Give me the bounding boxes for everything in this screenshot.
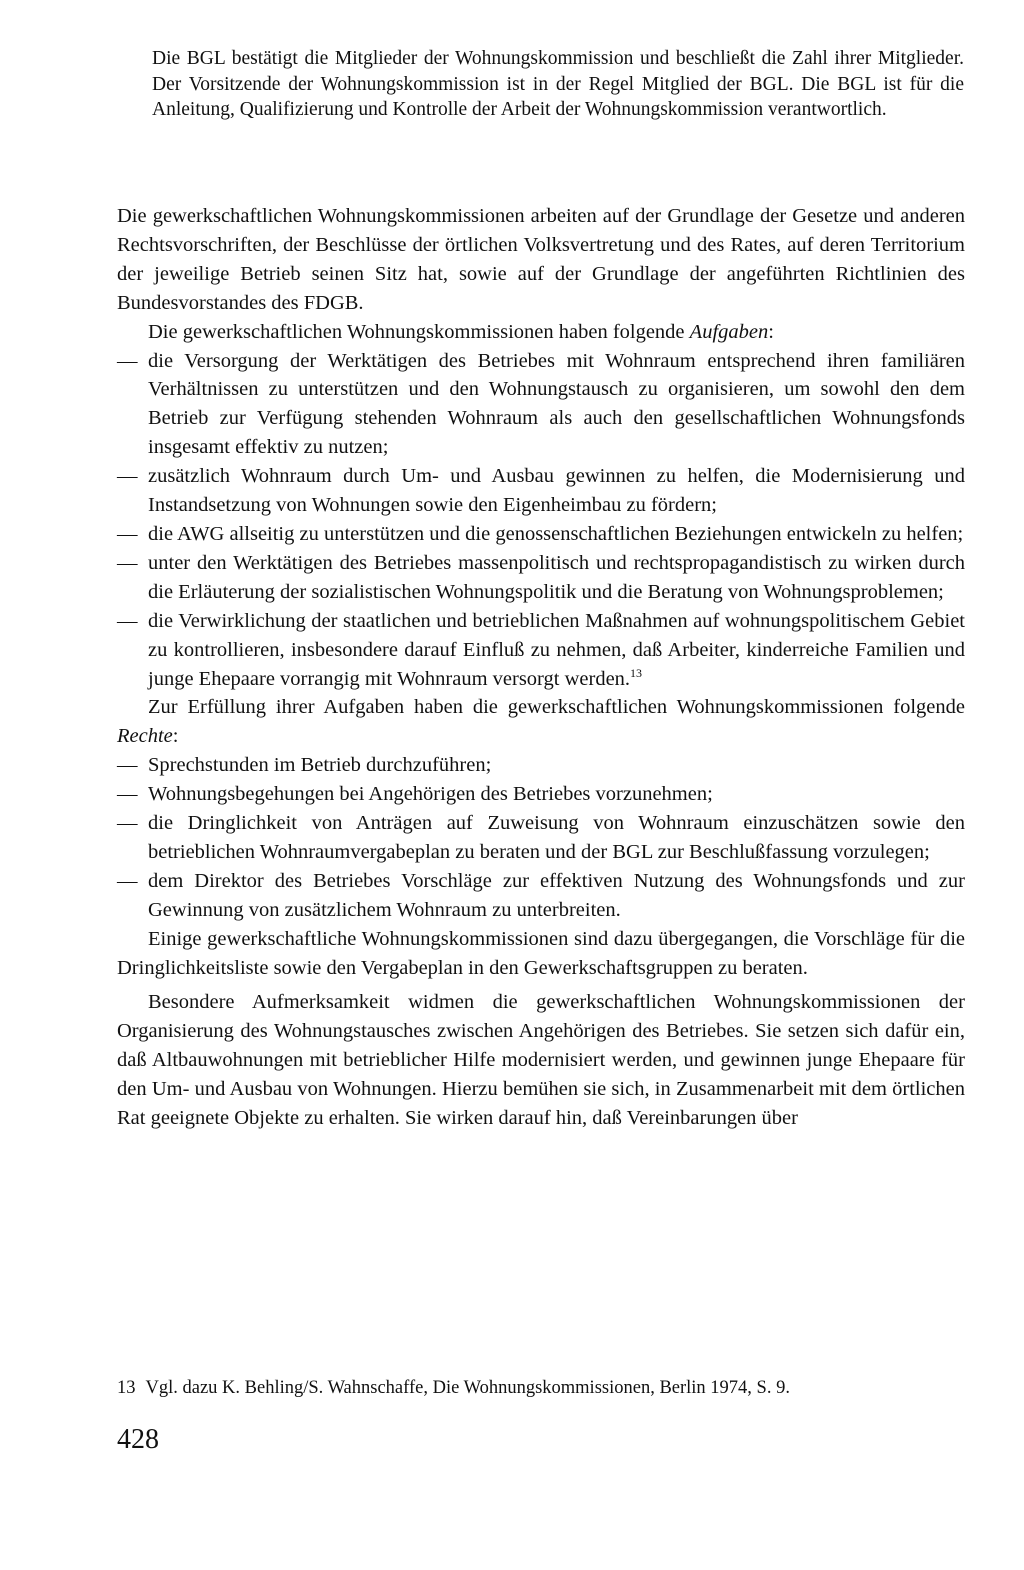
rights-list <box>117 751 965 924</box>
page-number: 428 <box>117 1424 159 1455</box>
list-item: — zusätzlich Wohnraum durch Um- und Ausbau gewinnen zu helfen, die Modernisierung und Instandsetzung von Wohnungen sowie den Eigenheimbau zu fördern; <box>117 462 965 520</box>
footnote-reference: 13 <box>630 665 643 680</box>
intro-paragraph: Die gewerkschaftlichen Wohnungskommissionen arbeiten auf der Grundlage der Gesetze und anderen Rechtsvorschriften, der Beschlüsse der örtlichen Volksvertretung und des Rates, auf deren Territorium der jeweilige Betrieb seinen Sitz hat, sowie auf der Grundlage der angeführten Richtlinien des Bundesvorstandes des FDGB. <box>117 205 965 314</box>
tasks-term: Aufgaben <box>689 320 769 343</box>
list-item: — Sprechstunden im Betrieb durchzuführen; <box>117 751 965 780</box>
footnote <box>117 1376 965 1400</box>
groups-paragraph: Einige gewerkschaftliche Wohnungskommissionen sind dazu übergegangen, die Vorschläge für die Dringlichkeitsliste sowie den Vergabeplan in den Gewerkschaftsgruppen zu beraten. <box>117 927 965 979</box>
footnote-text: Vgl. dazu K. Behling/S. Wahnschaffe, Die Wohnungskommissionen, Berlin 1974, S. 9. <box>145 1378 790 1398</box>
list-item: — Wohnungsbegehungen bei Angehörigen des Betriebes vorzunehmen; <box>117 780 965 809</box>
footnote-number: 13 <box>117 1378 136 1398</box>
tasks-lead <box>117 318 965 347</box>
list-item-with-footnote <box>117 607 965 694</box>
rights-lead <box>117 693 965 751</box>
rights-colon: : <box>172 725 179 748</box>
attention-paragraph: Besondere Aufmerksamkeit widmen die gewerkschaftlichen Wohnungskommissionen der Organisierung des Wohnungstausches zwischen Angehörigen des Betriebes. Sie setzen sich dafür ein, daß Altbauwohnungen mit betrieblicher Hilfe modernisiert werden, und gewinnen junge Ehepaare für den Um- und Ausbau von Wohnungen. Hierzu bemühen sie sich, in Zusammenarbeit mit dem örtlichen Rat geeignete Objekte zu erhalten. Sie wirken darauf hin, daß Vereinbarungen über <box>117 991 965 1130</box>
list-item: — unter den Werktätigen des Betriebes massenpolitisch und rechtspropagandistisch zu wirken durch die Erläuterung der sozialistischen Wohnungspolitik und die Beratung von Wohnungsproblemen; <box>117 549 965 607</box>
indented-quote: Die BGL bestätigt die Mitglieder der Wohnungskommission und beschließt die Zahl ihrer Mitglieder. Der Vorsitzende der Wohnungskommission ist in der Regel Mitglied der BGL. Die BGL ist für die Anleitung, Qualifizierung und Kontrolle der Arbeit der Wohnungskommission verantwortlich. <box>152 48 964 120</box>
tasks-colon: : <box>768 320 774 343</box>
main-text <box>117 202 965 1133</box>
rights-term: Rechte <box>117 725 173 748</box>
rights-lead-text: Zur Erfüllung ihrer Aufgaben haben die gewerkschaftlichen Wohnungskommissionen folgende <box>148 696 965 719</box>
tasks-lead-text: Die gewerkschaftlichen Wohnungskommissionen haben folgende <box>148 320 690 343</box>
tasks-list <box>117 347 965 694</box>
list-item: — die AWG allseitig zu unterstützen und die genossenschaftlichen Beziehungen entwickeln zu helfen; <box>117 520 965 549</box>
list-item: — die Dringlichkeit von Anträgen auf Zuweisung von Wohnraum einzuschätzen sowie den betrieblichen Wohnraumvergabeplan zu beraten und der BGL zur Beschlußfassung vorzulegen; <box>117 809 965 867</box>
list-item: — die Versorgung der Werktätigen des Betriebes mit Wohnraum entsprechend ihren familiären Verhältnissen zu unterstützen und den Wohnungstausch zu organisieren, um sowohl den dem Betrieb zur Verfügung stehenden Wohnraum als auch den gesellschaftlichen Wohnungsfonds insgesamt effektiv zu nutzen; <box>117 347 965 463</box>
list-item: — dem Direktor des Betriebes Vorschläge zur effektiven Nutzung des Wohnungsfonds und zur Gewinnung von zusätzlichem Wohnraum zu unterbreiten. <box>117 867 965 925</box>
list-item-text: die Verwirklichung der staatlichen und betrieblichen Maßnahmen auf wohnungspolitischem Gebiet zu kontrollieren, insbesondere darauf Einfluß zu nehmen, daß Arbeiter, kinderreiche Familien und junge Ehepaare vorrangig mit Wohnraum versorgt werden. <box>148 609 965 690</box>
